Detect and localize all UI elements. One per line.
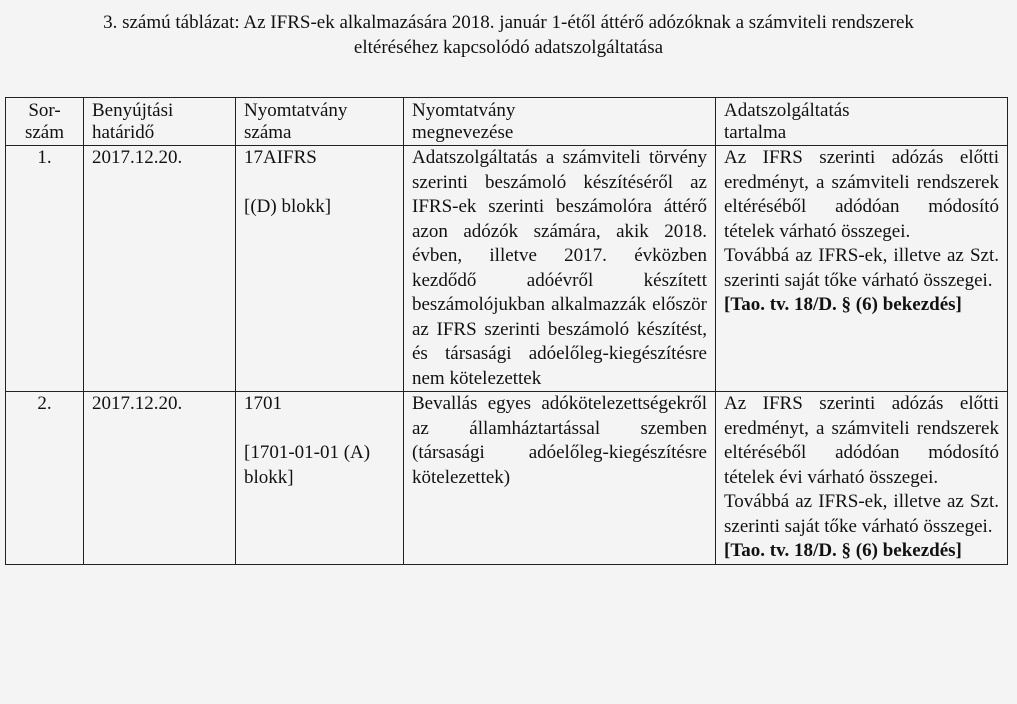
header-row xyxy=(6,98,1008,146)
row-content xyxy=(716,146,1008,392)
caption-line-1: 3. számú táblázat: Az IFRS-ek alkalmazására 2018. január 1-étől áttérő adózóknak a számviteli rendszerek xyxy=(103,12,914,33)
row-form-number xyxy=(236,392,404,565)
header-nyomtatvany-szama: Nyomtatvány száma xyxy=(236,98,404,146)
row-content xyxy=(716,392,1008,565)
form-code: 17AIFRS xyxy=(244,147,317,168)
header-nyomtatvany-megnevezese: Nyomtatvány megnevezése xyxy=(404,98,716,146)
table-caption xyxy=(0,10,1017,60)
content-text-1: Az IFRS szerinti adózás előtti eredményt, a számviteli rendszerek eltéréséből adódóan módosító tételek évi várható összegei. xyxy=(724,393,999,488)
form-code: 1701 xyxy=(244,393,282,414)
caption-line-2: eltéréséhez kapcsolódó adatszolgáltatása xyxy=(353,37,664,58)
form-block: [1701-01-01 (A) blokk] xyxy=(244,442,371,488)
content-reference: [Tao. tv. 18/D. § (6) bekezdés] xyxy=(724,294,962,315)
row-number: 2. xyxy=(6,392,84,565)
content-text-2: Továbbá az IFRS-ek, illetve az Szt. szerinti saját tőke várható összegei. xyxy=(724,245,999,291)
content-reference: [Tao. tv. 18/D. § (6) bekezdés] xyxy=(724,540,962,561)
header-sorszam: Sor- szám xyxy=(6,98,84,146)
row-form-name: Adatszolgáltatás a számviteli törvény szerinti beszámoló készítéséről az IFRS-ek szerinti beszámolóra áttérő azon adózók számára, akik 2018. évben, illetve 2017. évközben kezdődő adóévről készített beszámolójukban alkalmazzák először az IFRS szerinti beszámoló készítést, és társasági adóelőleg-kiegészítésre nem kötelezettek xyxy=(404,146,716,392)
header-adatszolgaltatas-tartalma: Adatszolgáltatás tartalma xyxy=(716,98,1008,146)
table-row xyxy=(6,392,1008,565)
row-form-name: Bevallás egyes adókötelezettségekről az államháztartással szemben (társasági adóelőleg-kiegészítésre kötelezettek) xyxy=(404,392,716,565)
table-row xyxy=(6,146,1008,392)
row-deadline: 2017.12.20. xyxy=(84,146,236,392)
content-text-1: Az IFRS szerinti adózás előtti eredményt, a számviteli rendszerek eltéréséből adódóan módosító tételek várható összegei. xyxy=(724,147,999,242)
row-form-number xyxy=(236,146,404,392)
header-hatarido: Benyújtási határidő xyxy=(84,98,236,146)
content-text-2: Továbbá az IFRS-ek, illetve az Szt. szerinti saját tőke várható összegei. xyxy=(724,491,999,537)
row-deadline: 2017.12.20. xyxy=(84,392,236,565)
row-number: 1. xyxy=(6,146,84,392)
form-block: [(D) blokk] xyxy=(244,196,332,217)
data-table xyxy=(5,97,1008,565)
